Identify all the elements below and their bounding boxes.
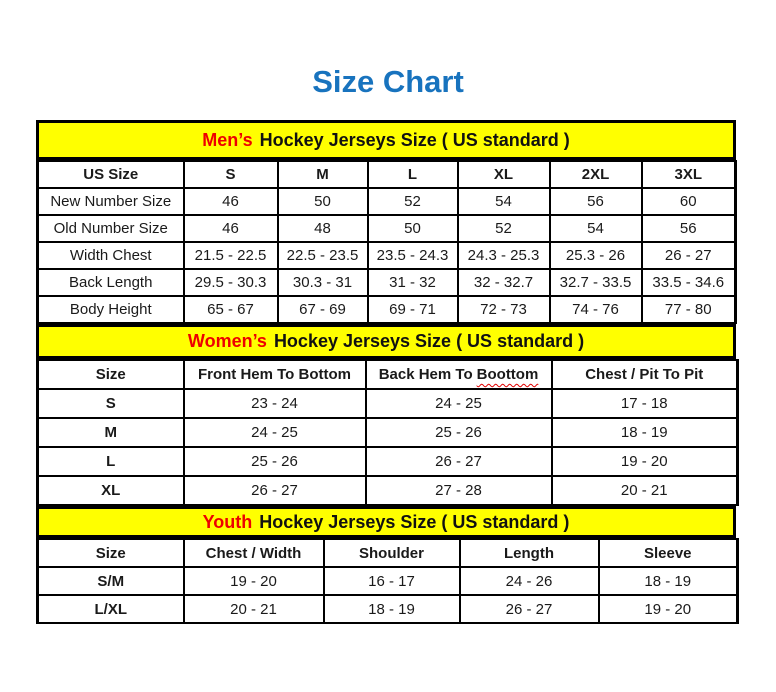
column-header: Sleeve bbox=[599, 539, 738, 567]
table-cell: 25 - 26 bbox=[184, 447, 366, 476]
table-row bbox=[38, 188, 736, 215]
table-cell: 67 - 69 bbox=[278, 296, 368, 323]
table-header-row bbox=[38, 360, 738, 389]
table-row bbox=[38, 447, 738, 476]
row-label: L bbox=[38, 447, 184, 476]
table-row bbox=[38, 567, 738, 595]
row-label: New Number Size bbox=[38, 188, 184, 215]
table-row bbox=[38, 476, 738, 505]
table-cell: 24.3 - 25.3 bbox=[458, 242, 550, 269]
table-cell: 72 - 73 bbox=[458, 296, 550, 323]
column-header: US Size bbox=[38, 161, 184, 188]
column-header: 3XL bbox=[642, 161, 736, 188]
table-cell: 54 bbox=[550, 215, 642, 242]
table-cell: 32.7 - 33.5 bbox=[550, 269, 642, 296]
table-row bbox=[38, 242, 736, 269]
table-header-row bbox=[38, 539, 738, 567]
table-cell: 56 bbox=[550, 188, 642, 215]
section-band-youth-highlight: Youth bbox=[202, 511, 253, 532]
table-cell: 18 - 19 bbox=[599, 567, 738, 595]
column-header: XL bbox=[458, 161, 550, 188]
column-header: L bbox=[368, 161, 458, 188]
table-cell: 48 bbox=[278, 215, 368, 242]
section-band-youth bbox=[36, 506, 736, 538]
page-title: Size Chart bbox=[312, 64, 464, 99]
table-cell: 27 - 28 bbox=[366, 476, 552, 505]
table-cell: 60 bbox=[642, 188, 736, 215]
table-cell: 23.5 - 24.3 bbox=[368, 242, 458, 269]
column-header: Size bbox=[38, 539, 184, 567]
section-band-mens-title: Hockey Jerseys Size ( US standard ) bbox=[259, 129, 570, 150]
column-header: Size bbox=[38, 360, 184, 389]
size-chart bbox=[36, 120, 736, 624]
table-cell: 52 bbox=[368, 188, 458, 215]
table-cell: 23 - 24 bbox=[184, 389, 366, 418]
table-cell: 20 - 21 bbox=[552, 476, 738, 505]
column-header: Length bbox=[460, 539, 599, 567]
table-cell: 21.5 - 22.5 bbox=[184, 242, 278, 269]
table-header-row bbox=[38, 161, 736, 188]
table-cell: 77 - 80 bbox=[642, 296, 736, 323]
table-cell: 19 - 20 bbox=[184, 567, 324, 595]
youth-size-table bbox=[36, 538, 739, 624]
row-label: Back Length bbox=[38, 269, 184, 296]
table-row bbox=[38, 215, 736, 242]
table-cell: 18 - 19 bbox=[324, 595, 460, 623]
table-cell: 25.3 - 26 bbox=[550, 242, 642, 269]
table-row bbox=[38, 269, 736, 296]
section-band-mens-highlight: Men’s bbox=[202, 129, 253, 150]
table-cell: 50 bbox=[278, 188, 368, 215]
table-cell: 50 bbox=[368, 215, 458, 242]
table-cell: 65 - 67 bbox=[184, 296, 278, 323]
table-row bbox=[38, 296, 736, 323]
column-header: S bbox=[184, 161, 278, 188]
table-cell: 20 - 21 bbox=[184, 595, 324, 623]
table-cell: 26 - 27 bbox=[184, 476, 366, 505]
table-cell: 26 - 27 bbox=[460, 595, 599, 623]
column-header: M bbox=[278, 161, 368, 188]
row-label: Body Height bbox=[38, 296, 184, 323]
table-cell: 32 - 32.7 bbox=[458, 269, 550, 296]
table-cell: 52 bbox=[458, 215, 550, 242]
section-band-womens-title: Hockey Jerseys Size ( US standard ) bbox=[273, 331, 585, 351]
table-cell: 46 bbox=[184, 188, 278, 215]
row-label: XL bbox=[38, 476, 184, 505]
table-row bbox=[38, 389, 738, 418]
table-cell: 54 bbox=[458, 188, 550, 215]
column-header: Back Hem To Boottom bbox=[366, 360, 552, 389]
column-header: 2XL bbox=[550, 161, 642, 188]
table-cell: 18 - 19 bbox=[552, 418, 738, 447]
table-cell: 33.5 - 34.6 bbox=[642, 269, 736, 296]
row-label: Width Chest bbox=[38, 242, 184, 269]
table-cell: 24 - 26 bbox=[460, 567, 599, 595]
womens-size-table bbox=[36, 359, 739, 506]
table-cell: 19 - 20 bbox=[599, 595, 738, 623]
row-label: S bbox=[38, 389, 184, 418]
column-header: Chest / Width bbox=[184, 539, 324, 567]
table-cell: 31 - 32 bbox=[368, 269, 458, 296]
table-cell: 24 - 25 bbox=[366, 389, 552, 418]
misspelled-word: Boottom bbox=[476, 366, 539, 383]
table-cell: 74 - 76 bbox=[550, 296, 642, 323]
table-cell: 16 - 17 bbox=[324, 567, 460, 595]
table-cell: 22.5 - 23.5 bbox=[278, 242, 368, 269]
table-cell: 25 - 26 bbox=[366, 418, 552, 447]
table-cell: 17 - 18 bbox=[552, 389, 738, 418]
section-band-womens bbox=[36, 324, 736, 359]
table-cell: 30.3 - 31 bbox=[278, 269, 368, 296]
table-cell: 19 - 20 bbox=[552, 447, 738, 476]
table-cell: 56 bbox=[642, 215, 736, 242]
row-label: L/XL bbox=[38, 595, 184, 623]
table-cell: 29.5 - 30.3 bbox=[184, 269, 278, 296]
row-label: S/M bbox=[38, 567, 184, 595]
table-row bbox=[38, 595, 738, 623]
column-header: Chest / Pit To Pit bbox=[552, 360, 738, 389]
row-label: Old Number Size bbox=[38, 215, 184, 242]
table-cell: 46 bbox=[184, 215, 278, 242]
row-label: M bbox=[38, 418, 184, 447]
column-header: Shoulder bbox=[324, 539, 460, 567]
section-band-youth-title: Hockey Jerseys Size ( US standard ) bbox=[259, 511, 570, 532]
table-row bbox=[38, 418, 738, 447]
table-cell: 24 - 25 bbox=[184, 418, 366, 447]
section-band-mens bbox=[36, 120, 736, 160]
table-cell: 26 - 27 bbox=[642, 242, 736, 269]
table-cell: 26 - 27 bbox=[366, 447, 552, 476]
section-band-womens-highlight: Women’s bbox=[187, 331, 267, 351]
mens-size-table bbox=[36, 160, 737, 324]
column-header: Front Hem To Bottom bbox=[184, 360, 366, 389]
table-cell: 69 - 71 bbox=[368, 296, 458, 323]
